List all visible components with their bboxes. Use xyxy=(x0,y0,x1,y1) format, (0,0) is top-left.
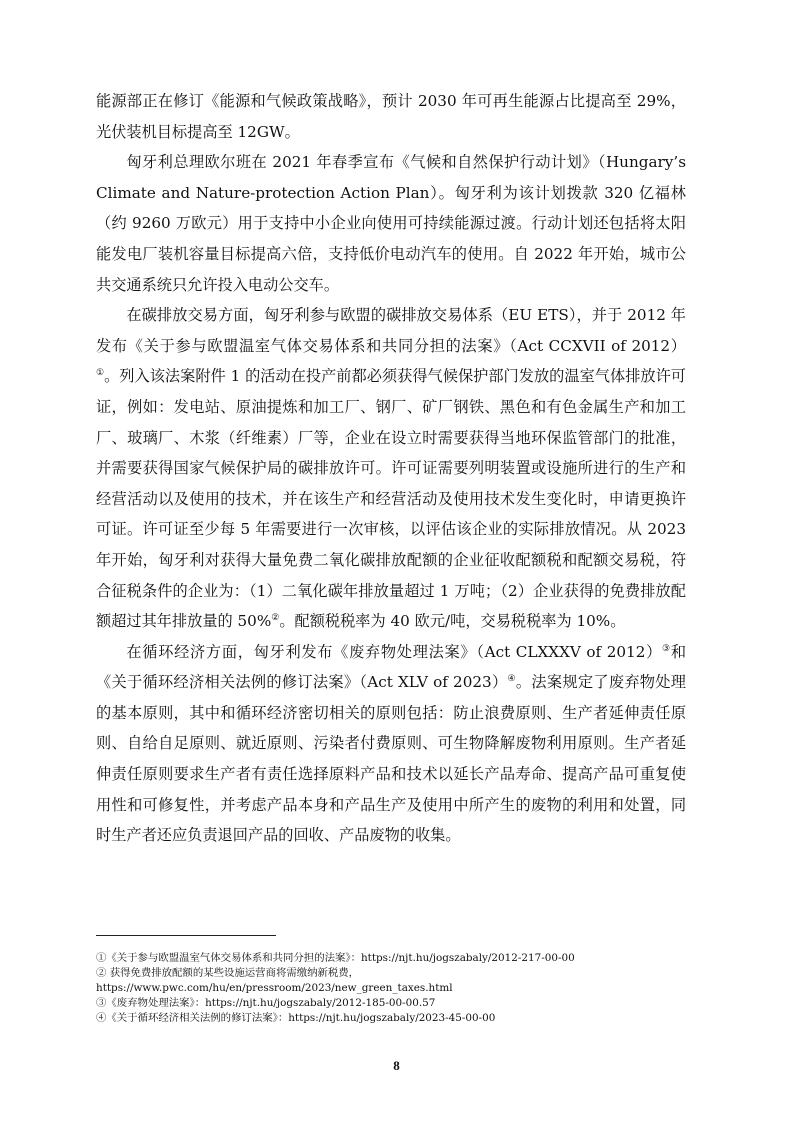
paragraph-text: 。配额税税率为 40 欧元/吨，交易税税率为 10%。 xyxy=(279,612,626,631)
paragraph-text: 在循环经济方面，匈牙利发布《废弃物处理法案》（Act CLXXXV of 2012） xyxy=(126,642,663,661)
footnote-ref: ① xyxy=(96,368,105,379)
footnote-ref: ④ xyxy=(507,674,516,685)
footnotes xyxy=(96,951,696,1026)
footnote-ref: ② xyxy=(271,613,280,624)
footnote: ② 获得免费排放配额的某些设施运营商将需缴纳新税费， xyxy=(96,967,360,979)
paragraph-text: 。法案规定了废弃物处理的基本原则，其中和循环经济密切相关的原则包括：防止浪费原则、生产者延伸责任原则、自给自足原则、就近原则、污染者付费原则、可生物降解废物利用原则。生产者延伸责任原则要求生产者有责任选择原料产品和技术以延长产品寿命、提高产品可重复使用性和可修复性，并考虑产品本身和产品生产及使用中所产生的废物的利用和处置，同时生产者还应负责退回产品的回收、产品废物的收集。 xyxy=(96,673,686,845)
footnote: ④《关于循环经济相关法例的修订法案》：https://njt.hu/jogszabaly/2023-45-00-00 xyxy=(96,1012,496,1024)
paragraph-text: 。列入该法案附件 1 的活动在投产前都必须获得气候保护部门发放的温室气体排放许可证，例如：发电站、原油提炼和加工厂、钢厂、矿厂钢铁、黑色和有色金属生产和加工厂、玻璃厂、木浆（纤维素）厂等，企业在设立时需要获得当地环保监管部门的批准，并需要获得国家气候保护局的碳排放许可。许可证需要列明装置或设施所进行的生产和经营活动以及使用的技术，并在该生产和经营活动及使用技术发生变化时，申请更换许可证。许可证至少每 5 年需要进行一次审核，以评估该企业的实际排放情况。从 2023 年开始，匈牙利对获得大量免费二氧化碳排放配额的企业征收配额税和配额交易税，符合征税条件的企业为：（1）二氧化碳年排放量超过 1 万吨；（2）企业获得的免费排放配额超过其年排放量的 50% xyxy=(96,367,686,631)
paragraph-text: 能源部正在修订《能源和气候政策战略》，预计 2030 年可再生能源占比提高至 29%，光伏装机目标提高至 12GW。 xyxy=(96,92,686,141)
body-text xyxy=(96,86,686,851)
footnote: ③《废弃物处理法案》：https://njt.hu/jogszabaly/2012-185-00-00.57 xyxy=(96,997,436,1009)
footnote: ①《关于参与欧盟温室气体交易体系和共同分担的法案》：https://njt.hu/jogszabaly/2012-217-00-00 xyxy=(96,952,575,964)
footnote-divider xyxy=(96,935,276,936)
paragraph xyxy=(96,637,686,851)
paragraph xyxy=(96,86,686,147)
paragraph-text: 在碳排放交易方面，匈牙利参与欧盟的碳排放交易体系（EU ETS），并于 2012 年发布《关于参与欧盟温室气体交易体系和共同分担的法案》（Act CCXVII of 2012） xyxy=(96,306,686,355)
page-number: 8 xyxy=(393,1058,400,1073)
footnote: https://www.pwc.com/hu/en/pressroom/2023/new_green_taxes.html xyxy=(96,982,453,994)
paragraph-text: 匈牙利总理欧尔班在 2021 年春季宣布《气候和自然保护行动计划》（Hungary’s Climate and Nature-protection Action Plan）。匈牙利为该计划拨款 320 亿福林（约 9260 万欧元）用于支持中小企业向使用可持续能源过渡。行动计划还包括将太阳能发电厂装机容量目标提高六倍，支持低价电动汽车的使用。自 2022 年开始，城市公共交通系统只允许投入电动公交车。 xyxy=(96,153,686,294)
paragraph-text: 和《关于循环经济相关法例的修订法案》（Act XLV of 2023） xyxy=(96,642,686,692)
footnote-ref: ③ xyxy=(662,643,671,654)
paragraph xyxy=(96,147,686,300)
paragraph xyxy=(96,300,686,637)
